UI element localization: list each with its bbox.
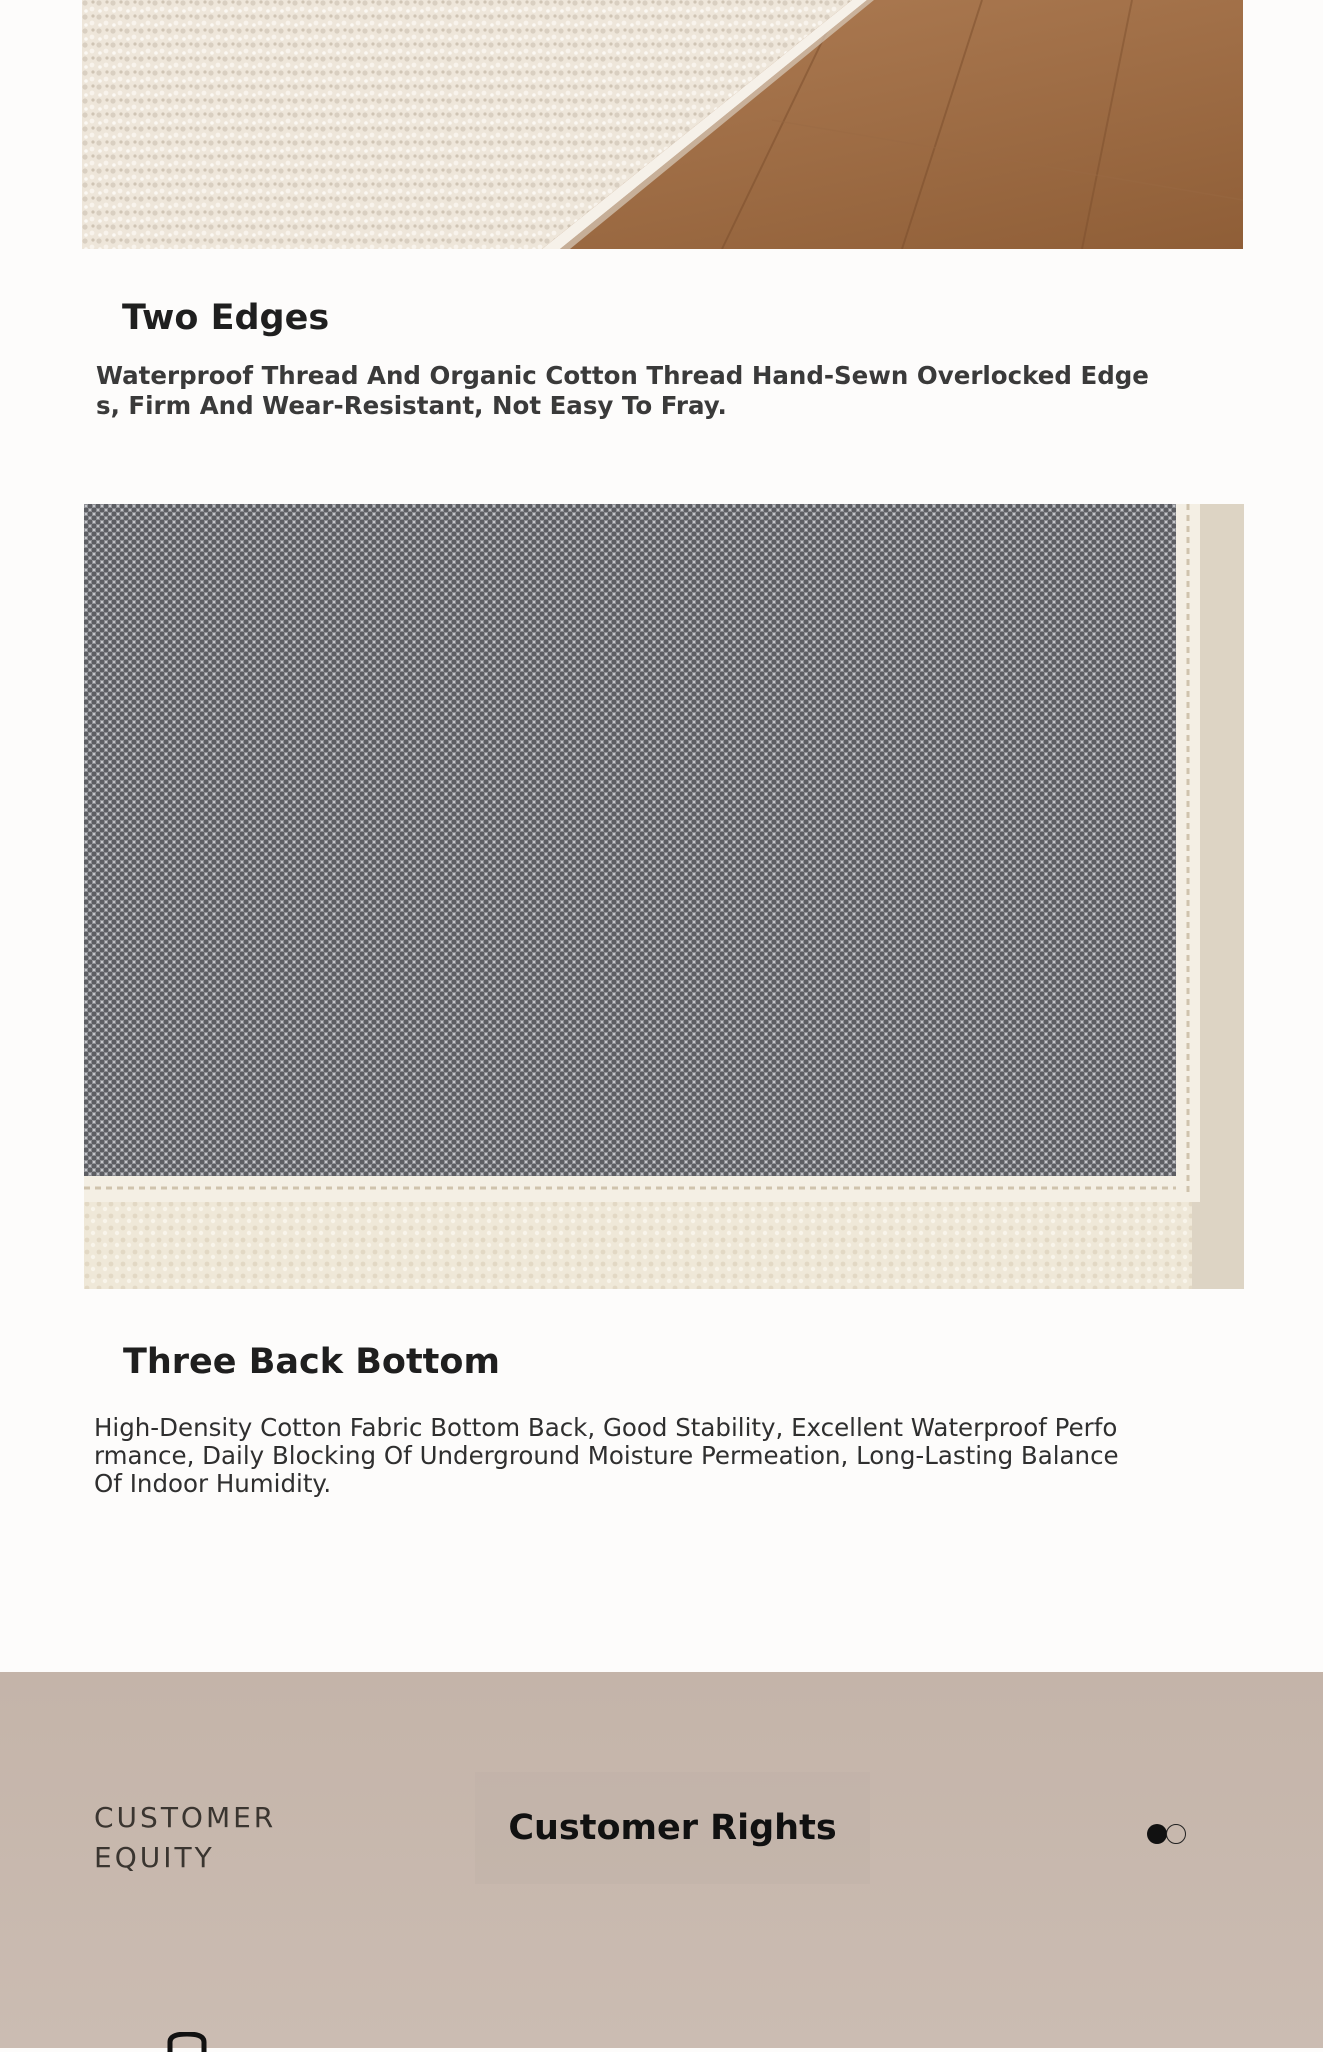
rug-edge-photo xyxy=(82,0,1243,249)
pager-dot-active[interactable] xyxy=(1147,1824,1167,1844)
section-description-three-back-bottom: High-Density Cotton Fabric Bottom Back, Good Stability, Excellent Waterproof Performance, Daily Blocking Of Underground Moisture Permeation, Long-Lasting Balance Of Indoor Humidity. xyxy=(94,1413,1119,1498)
section-title-three-back-bottom: Three Back Bottom xyxy=(123,1342,500,1382)
customer-rights-title: Customer Rights xyxy=(475,1772,870,1884)
pager-dot-inactive[interactable] xyxy=(1166,1824,1186,1844)
section-description-two-edges: Waterproof Thread And Organic Cotton Thread Hand-Sewn Overlocked Edges, Firm And Wear-Resistant, Not Easy To Fray. xyxy=(96,361,1149,420)
rug-edge-illustration xyxy=(82,0,1243,249)
rug-back-photo xyxy=(84,504,1244,1289)
carousel-pager xyxy=(1147,1824,1186,1844)
shopping-bag-icon xyxy=(162,2032,212,2052)
section-title-two-edges: Two Edges xyxy=(122,298,330,338)
customer-rights-banner xyxy=(0,1672,1323,2048)
customer-equity-label: CUSTOMER EQUITY xyxy=(94,1801,277,1874)
rug-back-illustration xyxy=(84,504,1244,1289)
